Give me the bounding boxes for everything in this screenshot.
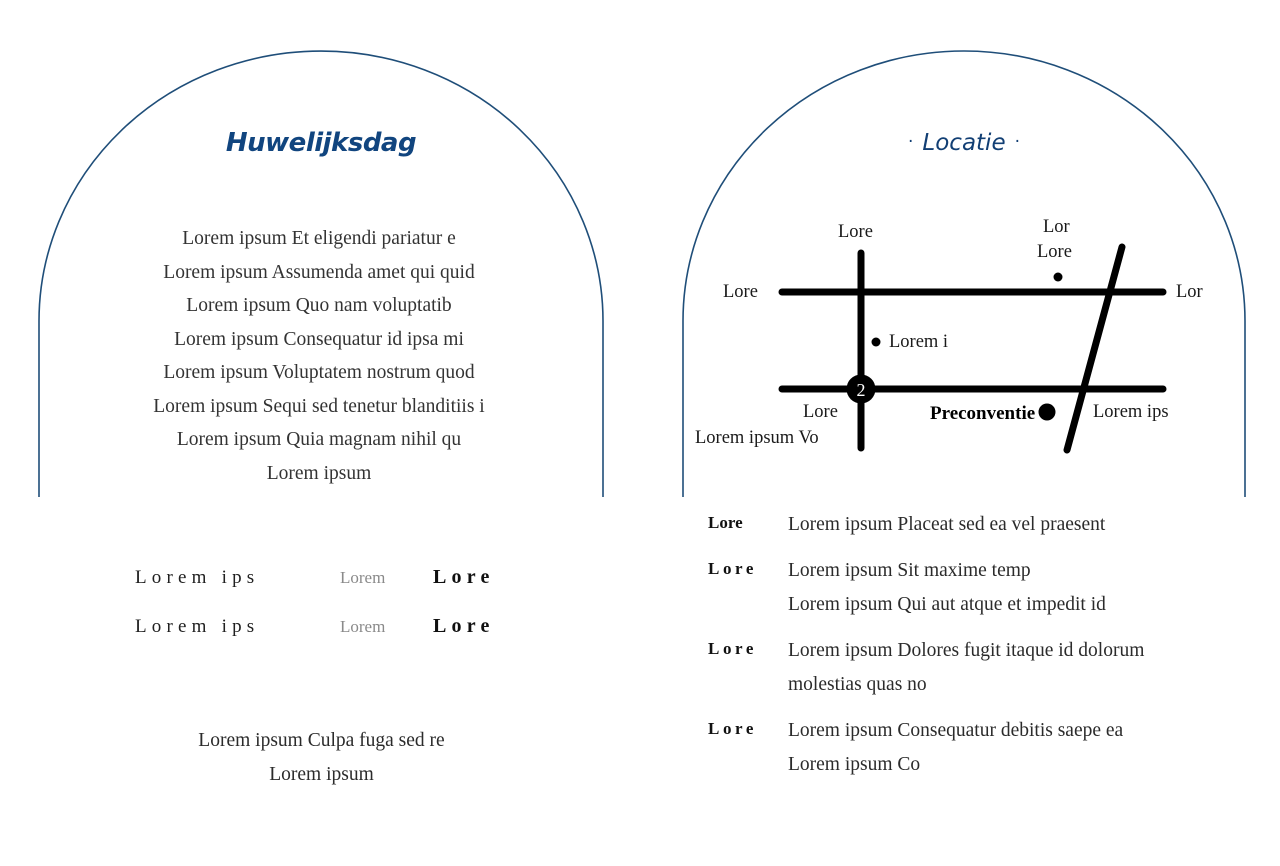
body-line: Lorem ipsum Voluptatem nostrum quod — [163, 362, 475, 383]
detail-middle: Lorem — [340, 617, 386, 636]
body-line: Lorem ipsum Consequatur id ipsa mi — [174, 328, 464, 350]
detail-label: Lorem ips — [135, 616, 260, 637]
bullet-icon: · — [908, 132, 914, 152]
map-label-venue: Preconventie — [930, 403, 1036, 424]
map-label-right-horizontal: Lor — [1176, 282, 1203, 302]
body-line: Lorem ipsum Quia magnam nihil qu — [176, 429, 462, 450]
legend-value — [788, 508, 1248, 542]
page-title: Huwelijksdag — [225, 128, 417, 158]
legend-value — [788, 714, 1248, 782]
bullet-icon: · — [1014, 132, 1020, 152]
legend-row — [708, 554, 1248, 622]
location-title — [683, 130, 1245, 156]
body-line: Lorem ipsum Assumenda amet qui quid — [163, 261, 475, 283]
detail-value: Lore — [433, 566, 495, 588]
legend-key: Lore — [708, 559, 758, 578]
map-label-bottom-left: Lorem ipsum Vo — [695, 428, 819, 448]
body-line: Lorem ipsum — [266, 462, 372, 484]
map-label-top-vertical: Lore — [838, 222, 873, 242]
body-line: Lorem ipsum Sequi sed tenetur blanditiis i — [153, 395, 485, 417]
location-title-label: Locatie — [922, 130, 1006, 156]
legend-line: Lorem ipsum Dolores fugit itaque id dolorum — [788, 640, 1145, 661]
map-point-marker — [1054, 273, 1063, 282]
footer-line: Lorem ipsum Culpa fuga sed re — [198, 730, 445, 751]
footer-line: Lorem ipsum — [269, 764, 374, 785]
legend-line: Lorem ipsum Qui aut atque et impedit id — [788, 594, 1106, 615]
detail-grid — [135, 566, 535, 664]
legend-line: Lorem ipsum Placeat sed ea vel praesent — [788, 514, 1106, 535]
map-label-below-badge: Lore — [803, 402, 838, 422]
body-line: Lorem ipsum Quo nam voluptatib — [186, 295, 452, 316]
legend-row — [708, 714, 1248, 782]
left-body-text — [34, 222, 604, 490]
left-footer-text — [0, 724, 643, 792]
location-legend — [708, 508, 1248, 794]
legend-line: Lorem ipsum Consequatur debitis saepe ea — [788, 720, 1124, 741]
map-point-marker — [872, 338, 881, 347]
legend-row — [708, 634, 1248, 702]
detail-value: Lore — [433, 615, 495, 637]
route-badge-number: 2 — [856, 380, 866, 400]
map-label-bottom-right: Lorem ips — [1093, 402, 1169, 422]
legend-line: Lorem ipsum Sit maxime temp — [788, 560, 1031, 581]
map-label-inner-point: Lorem i — [889, 332, 949, 352]
body-line: Lorem ipsum Et eligendi pariatur e — [182, 228, 456, 249]
legend-value — [788, 554, 1248, 622]
legend-line: molestias quas no — [788, 674, 927, 695]
legend-value — [788, 634, 1248, 702]
legend-row — [708, 508, 1248, 542]
detail-row — [135, 566, 535, 615]
legend-line: Lorem ipsum Co — [788, 754, 921, 775]
map-label-top-right-1: Lor — [1043, 217, 1070, 237]
location-map — [690, 205, 1235, 470]
detail-label: Lorem ips — [135, 567, 260, 588]
legend-key: Lore — [708, 513, 743, 532]
venue-point-marker — [1039, 404, 1056, 421]
map-label-left-horizontal: Lore — [723, 282, 758, 302]
detail-row — [135, 615, 535, 664]
legend-key: Lore — [708, 719, 758, 738]
left-card — [39, 0, 603, 500]
detail-middle: Lorem — [340, 568, 386, 587]
legend-key: Lore — [708, 639, 758, 658]
map-label-top-right-2: Lore — [1037, 242, 1072, 262]
